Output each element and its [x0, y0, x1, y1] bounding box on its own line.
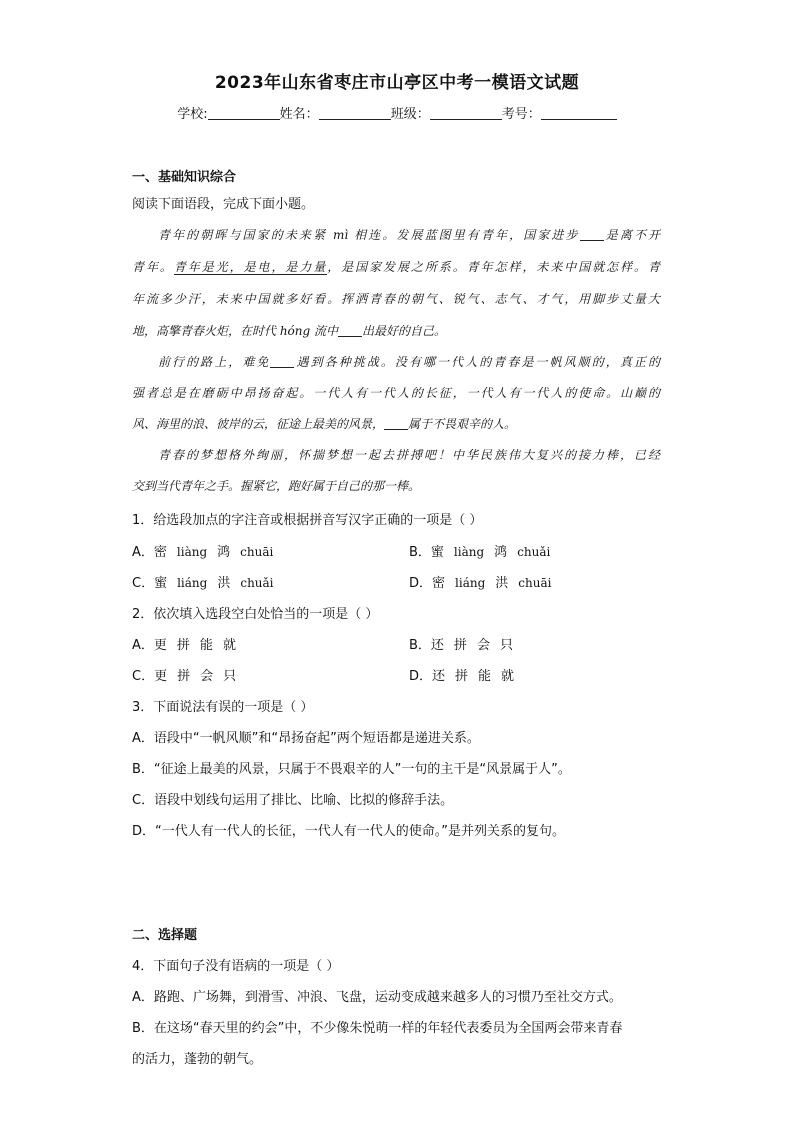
- q1-option-d[interactable]: D．密 liáng 洪 chuāi: [409, 576, 552, 591]
- school-blank[interactable]: [208, 107, 280, 120]
- q2-option-c[interactable]: C．更 拼 会 只: [132, 669, 237, 684]
- q2-option-b[interactable]: B．还 拼 会 只: [409, 638, 513, 653]
- passage-line: 交到当代青年之手。握紧它，跑好属于自己的那一棒。: [132, 479, 421, 493]
- passage-line: 风、海里的浪、彼岸的云，征途上最美的风景， 属于不畏艰辛的人。: [132, 417, 517, 431]
- passage-line: 年流多少汗，未来中国就多好看。挥洒青春的朝气、锐气、志气、才气，用脚步丈量大: [132, 292, 660, 306]
- underlined-sentence: 青年是光，是电，是力量: [173, 260, 328, 274]
- reading-instruction: 阅读下面语段，完成下面小题。: [132, 197, 315, 212]
- q4-option-b[interactable]: B．在这场“春天里的约会”中，不少像朱悦萌一样的年轻代表委员为全国两会带来青春: [132, 1021, 623, 1036]
- passage-line: 地，高擎青春火炬，在时代 hóng 流中 出最好的自己。: [132, 324, 447, 338]
- number-label: 考号：: [501, 107, 541, 122]
- q1-option-c[interactable]: C．蜜 liáng 洪 chuǎi: [132, 576, 274, 591]
- q4-option-b-continued: 的活力，蓬勃的朝气。: [132, 1052, 263, 1067]
- page-title: 2023年山东省枣庄市山亭区中考一模语文试题: [214, 73, 580, 93]
- q3-option-b[interactable]: B．“征途上最美的风景，只属于不畏艰辛的人”一句的主干是“风景属于人”。: [132, 762, 571, 777]
- name-label: 姓名：: [279, 107, 319, 122]
- question-4-stem: 4．下面句子没有语病的一项是（ ）: [132, 959, 340, 974]
- student-info-line: [0, 103, 794, 122]
- q3-option-a[interactable]: A．语段中“一帆风顺”和“昂扬奋起”两个短语都是递进关系。: [132, 731, 480, 746]
- class-label: 班级：: [390, 107, 430, 122]
- q2-option-d[interactable]: D．还 拼 能 就: [409, 669, 515, 684]
- q1-option-a[interactable]: A．密 liàng 鸿 chuāi: [132, 545, 274, 560]
- class-blank[interactable]: [430, 107, 502, 120]
- fill-blank: [580, 229, 604, 241]
- question-3-stem: 3．下面说法有误的一项是（ ）: [132, 700, 314, 715]
- question-2-stem: 2．依次填入选段空白处恰当的一项是（ ）: [132, 607, 379, 622]
- q1-option-b[interactable]: B．蜜 liàng 鸿 chuǎi: [409, 545, 551, 560]
- passage-line: 青春的梦想格外绚丽，怀揣梦想一起去拼搏吧！中华民族伟大复兴的接力棒，已经: [158, 448, 660, 462]
- number-blank[interactable]: [541, 107, 617, 120]
- q3-option-c[interactable]: C．语段中划线句运用了排比、比喻、比拟的修辞手法。: [132, 793, 454, 808]
- passage-line: 青年的朝晖与国家的未来紧 mì 相连。发展蓝图里有青年，国家进步 是离不开: [158, 228, 660, 242]
- section-heading-1: 一、基础知识综合: [132, 170, 237, 185]
- q2-option-a[interactable]: A．更 拼 能 就: [132, 638, 236, 653]
- name-blank[interactable]: [319, 107, 391, 120]
- fill-blank: [338, 325, 362, 337]
- passage-line: 青年。青年是光，是电，是力量，是国家发展之所系。青年怎样，未来中国就怎样。青: [132, 260, 660, 274]
- passage-line: 强者总是在磨砺中昂扬奋起。一代人有一代人的长征，一代人有一代人的使命。山巅的: [132, 386, 660, 400]
- fill-blank: [384, 418, 408, 430]
- q4-option-a[interactable]: A．路跑、广场舞，到滑雪、冲浪、飞盘，运动变成越来越多人的习惯乃至社交方式。: [132, 990, 622, 1005]
- q3-option-d[interactable]: D．“一代人有一代人的长征，一代人有一代人的使命。”是并列关系的复句。: [132, 824, 565, 839]
- question-1-stem: 1．给选段加点的字注音或根据拼音写汉字正确的一项是（ ）: [132, 513, 483, 528]
- school-label: 学校:: [177, 107, 208, 122]
- section-heading-2: 二、选择题: [132, 928, 198, 943]
- passage-line: 前行的路上，难免 遇到各种挑战。没有哪一代人的青春是一帆风顺的，真正的: [158, 355, 660, 369]
- fill-blank: [270, 356, 294, 368]
